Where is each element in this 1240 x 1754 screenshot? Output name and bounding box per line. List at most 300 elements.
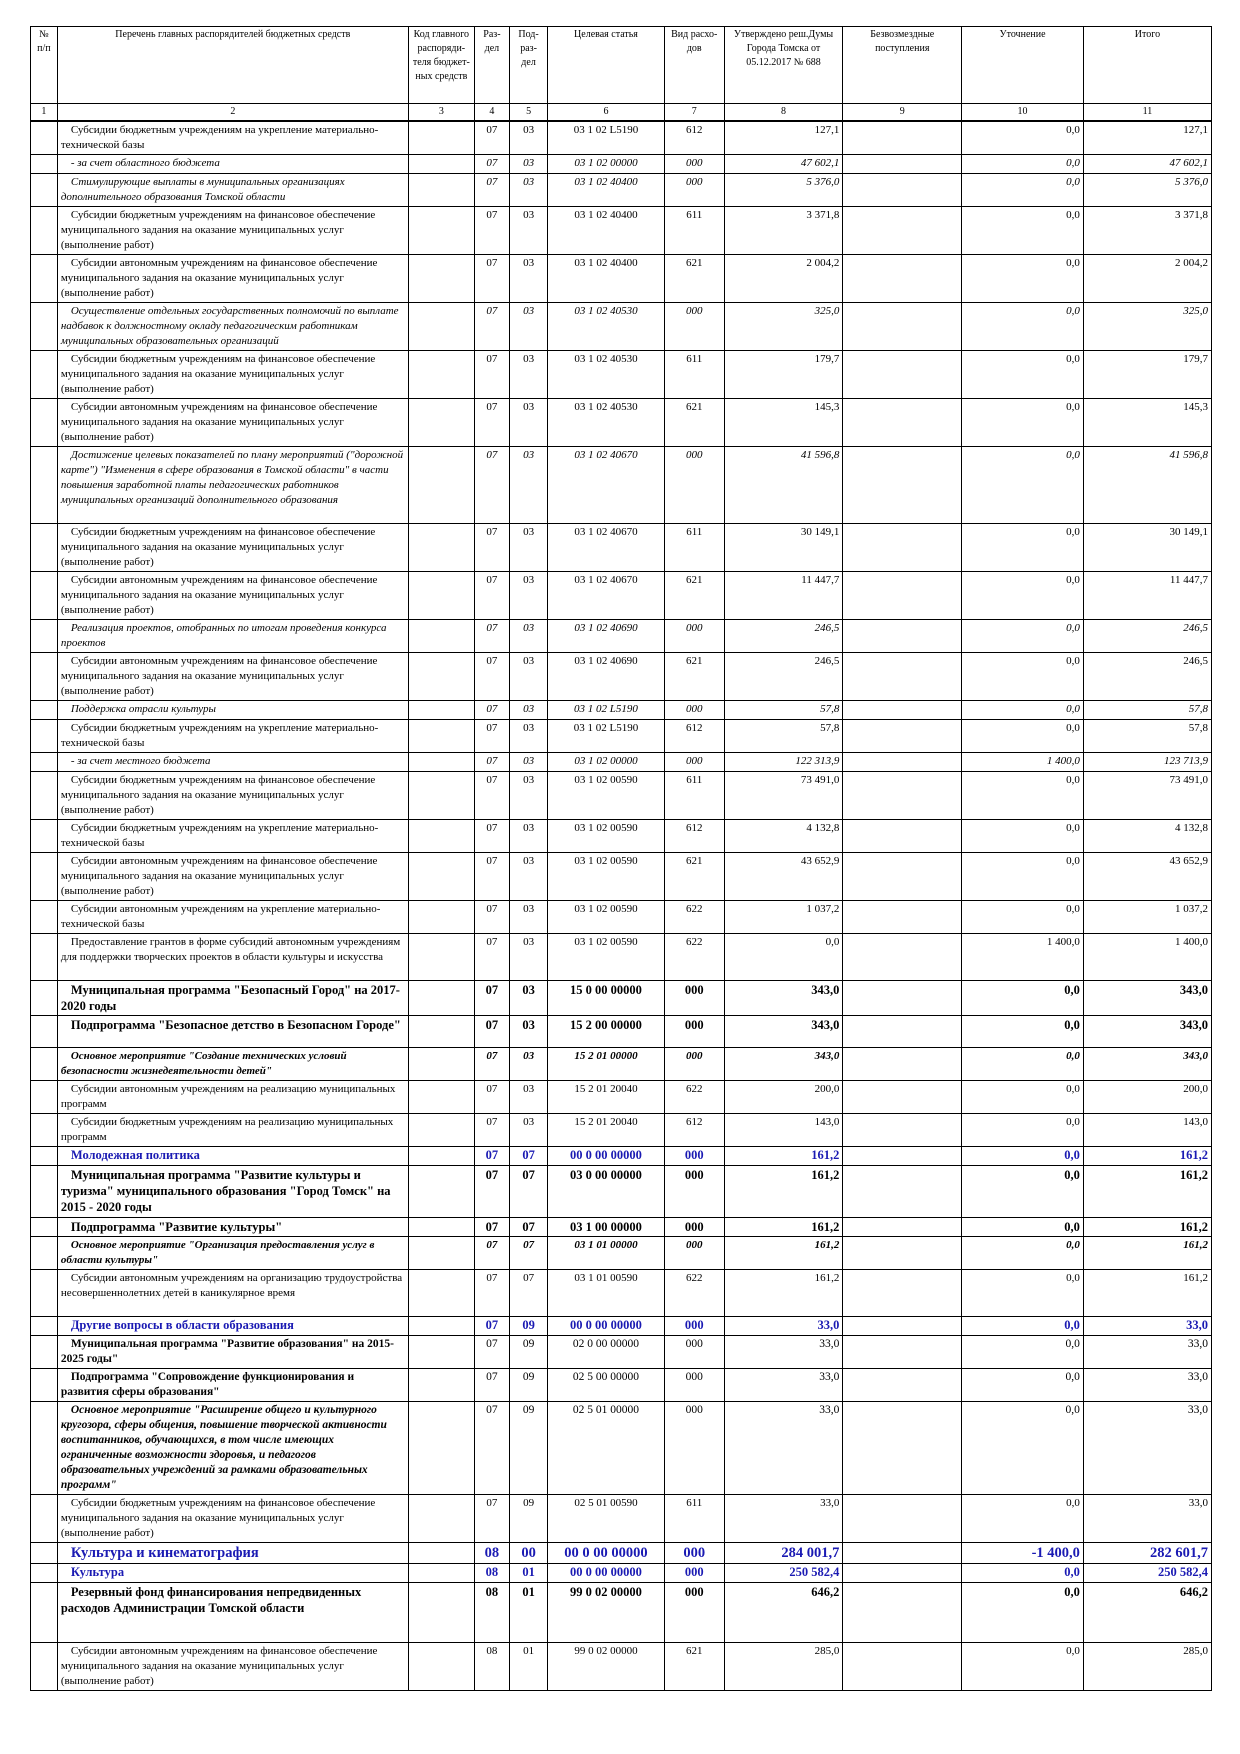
row-free-receipts-cell [843, 1317, 962, 1336]
row-free-receipts-cell [843, 1495, 962, 1543]
row-free-receipts-cell [843, 1336, 962, 1369]
row-adjustment-cell: 0,0 [962, 572, 1084, 620]
row-subsection-cell: 03 [509, 1114, 547, 1147]
row-total-cell: 285,0 [1083, 1643, 1211, 1691]
row-subsection-cell: 09 [509, 1402, 547, 1495]
row-number-cell [31, 155, 58, 174]
table-row [31, 820, 1212, 853]
row-section-cell: 07 [474, 1166, 509, 1218]
row-subsection-cell: 03 [509, 174, 547, 207]
row-target-article-cell: 03 1 02 40690 [548, 620, 665, 653]
row-total-cell: 250 582,4 [1083, 1564, 1211, 1583]
row-free-receipts-cell [843, 174, 962, 207]
row-section-cell: 07 [474, 772, 509, 820]
row-total-cell: 143,0 [1083, 1114, 1211, 1147]
row-free-receipts-cell [843, 1147, 962, 1166]
table-row [31, 303, 1212, 351]
row-free-receipts-cell [843, 820, 962, 853]
row-number-cell [31, 447, 58, 524]
row-target-article-cell: 03 1 02 00590 [548, 853, 665, 901]
row-free-receipts-cell [843, 1564, 962, 1583]
row-total-cell: 343,0 [1083, 1048, 1211, 1081]
row-target-article-cell: 00 0 00 00000 [548, 1543, 665, 1564]
row-adjustment-cell: 1 400,0 [962, 753, 1084, 772]
row-target-article-cell: 03 1 02 00590 [548, 772, 665, 820]
row-expense-type-cell: 000 [664, 155, 724, 174]
row-section-cell: 07 [474, 174, 509, 207]
row-approved-cell: 57,8 [724, 701, 843, 720]
row-section-cell: 07 [474, 524, 509, 572]
row-code-cell [408, 1270, 474, 1317]
row-name-cell: Культура [57, 1564, 408, 1583]
row-total-cell: 646,2 [1083, 1583, 1211, 1643]
row-subsection-cell: 09 [509, 1317, 547, 1336]
table-row [31, 701, 1212, 720]
row-code-cell [408, 772, 474, 820]
row-subsection-cell: 03 [509, 303, 547, 351]
row-name-cell: Субсидии бюджетным учреждениям на укрепление материально-технической базы [57, 820, 408, 853]
row-name-cell: Субсидии автономным учреждениям на финансовое обеспечение муниципального задания на оказание муниципальных услуг (выполнение работ) [57, 853, 408, 901]
row-number-cell [31, 934, 58, 981]
row-expense-type-cell: 000 [664, 981, 724, 1016]
row-number-cell [31, 1402, 58, 1495]
colnum: 3 [408, 104, 474, 122]
row-name-cell: Подпрограмма "Безопасное детство в Безопасном Городе" [57, 1016, 408, 1048]
row-total-cell: 57,8 [1083, 701, 1211, 720]
row-number-cell [31, 1114, 58, 1147]
row-section-cell: 07 [474, 572, 509, 620]
row-free-receipts-cell [843, 351, 962, 399]
row-section-cell: 08 [474, 1643, 509, 1691]
row-number-cell [31, 207, 58, 255]
row-subsection-cell: 03 [509, 620, 547, 653]
table-row [31, 447, 1212, 524]
row-section-cell: 07 [474, 1218, 509, 1237]
row-expense-type-cell: 622 [664, 1270, 724, 1317]
row-approved-cell: 33,0 [724, 1402, 843, 1495]
row-adjustment-cell: 0,0 [962, 155, 1084, 174]
row-name-cell: Субсидии автономным учреждениям на финансовое обеспечение муниципального задания на оказание муниципальных услуг (выполнение работ) [57, 1643, 408, 1691]
row-name-cell: Субсидии автономным учреждениям на финансовое обеспечение муниципального задания на оказание муниципальных услуг (выполнение работ) [57, 399, 408, 447]
row-total-cell: 200,0 [1083, 1081, 1211, 1114]
row-free-receipts-cell [843, 399, 962, 447]
row-expense-type-cell: 000 [664, 1166, 724, 1218]
row-section-cell: 08 [474, 1564, 509, 1583]
table-row [31, 853, 1212, 901]
row-target-article-cell: 15 2 01 20040 [548, 1114, 665, 1147]
row-name-cell: Основное мероприятие "Создание технических условий безопасности жизнедеятельности детей" [57, 1048, 408, 1081]
row-code-cell [408, 303, 474, 351]
row-expense-type-cell: 611 [664, 351, 724, 399]
row-target-article-cell: 99 0 02 00000 [548, 1643, 665, 1691]
header-total: Итого [1083, 27, 1211, 104]
row-total-cell: 179,7 [1083, 351, 1211, 399]
row-free-receipts-cell [843, 701, 962, 720]
table-row [31, 121, 1212, 155]
row-name-cell: Осуществление отдельных государственных полномочий по выплате надбавок к должностному окладу педагогическим работникам муниципальных образовательных организаций [57, 303, 408, 351]
row-expense-type-cell: 612 [664, 1114, 724, 1147]
row-approved-cell: 43 652,9 [724, 853, 843, 901]
row-free-receipts-cell [843, 1166, 962, 1218]
row-number-cell [31, 1270, 58, 1317]
table-row [31, 1114, 1212, 1147]
row-total-cell: 33,0 [1083, 1369, 1211, 1402]
row-total-cell: 246,5 [1083, 653, 1211, 701]
table-row [31, 1048, 1212, 1081]
row-approved-cell: 179,7 [724, 351, 843, 399]
row-total-cell: 33,0 [1083, 1317, 1211, 1336]
row-section-cell: 07 [474, 653, 509, 701]
row-adjustment-cell: 0,0 [962, 1583, 1084, 1643]
row-approved-cell: 47 602,1 [724, 155, 843, 174]
row-free-receipts-cell [843, 255, 962, 303]
row-free-receipts-cell [843, 853, 962, 901]
row-subsection-cell: 03 [509, 753, 547, 772]
row-approved-cell: 33,0 [724, 1317, 843, 1336]
row-code-cell [408, 572, 474, 620]
row-number-cell [31, 1218, 58, 1237]
header-section: Раз-дел [474, 27, 509, 104]
row-free-receipts-cell [843, 1402, 962, 1495]
row-name-cell: Подпрограмма "Сопровождение функционирования и развития сферы образования" [57, 1369, 408, 1402]
row-subsection-cell: 03 [509, 820, 547, 853]
row-code-cell [408, 1114, 474, 1147]
row-total-cell: 33,0 [1083, 1402, 1211, 1495]
row-adjustment-cell: 0,0 [962, 720, 1084, 753]
row-target-article-cell: 03 1 02 L5190 [548, 701, 665, 720]
row-name-cell: Стимулирующие выплаты в муниципальных организациях дополнительного образования Томской области [57, 174, 408, 207]
row-name-cell: Основное мероприятие "Расширение общего и культурного кругозора, сферы общения, повышение творческой активности воспитанников, обучающихся, в том числе имеющих ограниченные возможности здоровья, и педагогов образовательных учреждений за рамками образовательных программ" [57, 1402, 408, 1495]
row-subsection-cell: 01 [509, 1564, 547, 1583]
row-total-cell: 43 652,9 [1083, 853, 1211, 901]
row-name-cell: Субсидии бюджетным учреждениям на укрепление материально-технической базы [57, 720, 408, 753]
row-name-cell: Подпрограмма "Развитие культуры" [57, 1218, 408, 1237]
row-number-cell [31, 1495, 58, 1543]
table-row [31, 753, 1212, 772]
row-free-receipts-cell [843, 121, 962, 155]
colnum: 5 [509, 104, 547, 122]
row-number-cell [31, 701, 58, 720]
row-total-cell: 161,2 [1083, 1147, 1211, 1166]
row-expense-type-cell: 000 [664, 1237, 724, 1270]
row-adjustment-cell: 0,0 [962, 1147, 1084, 1166]
row-code-cell [408, 1317, 474, 1336]
row-approved-cell: 5 376,0 [724, 174, 843, 207]
row-adjustment-cell: 0,0 [962, 1218, 1084, 1237]
row-number-cell [31, 121, 58, 155]
table-row [31, 399, 1212, 447]
row-target-article-cell: 15 2 01 00000 [548, 1048, 665, 1081]
row-approved-cell: 246,5 [724, 653, 843, 701]
row-expense-type-cell: 000 [664, 620, 724, 653]
row-subsection-cell: 07 [509, 1147, 547, 1166]
row-number-cell [31, 1048, 58, 1081]
row-number-cell [31, 572, 58, 620]
row-adjustment-cell: 0,0 [962, 399, 1084, 447]
row-adjustment-cell: 0,0 [962, 524, 1084, 572]
table-row [31, 1317, 1212, 1336]
row-approved-cell: 646,2 [724, 1583, 843, 1643]
table-row [31, 351, 1212, 399]
table-body [31, 121, 1212, 1691]
row-expense-type-cell: 000 [664, 1147, 724, 1166]
row-adjustment-cell: -1 400,0 [962, 1543, 1084, 1564]
row-section-cell: 07 [474, 155, 509, 174]
row-target-article-cell: 03 1 02 L5190 [548, 720, 665, 753]
row-approved-cell: 4 132,8 [724, 820, 843, 853]
row-name-cell: - за счет местного бюджета [57, 753, 408, 772]
row-code-cell [408, 155, 474, 174]
row-total-cell: 33,0 [1083, 1336, 1211, 1369]
row-approved-cell: 30 149,1 [724, 524, 843, 572]
row-approved-cell: 161,2 [724, 1237, 843, 1270]
colnum: 4 [474, 104, 509, 122]
table-row [31, 934, 1212, 981]
row-expense-type-cell: 622 [664, 934, 724, 981]
table-row [31, 620, 1212, 653]
row-expense-type-cell: 621 [664, 853, 724, 901]
row-approved-cell: 161,2 [724, 1218, 843, 1237]
row-section-cell: 07 [474, 351, 509, 399]
row-total-cell: 161,2 [1083, 1237, 1211, 1270]
row-expense-type-cell: 621 [664, 1643, 724, 1691]
row-section-cell: 07 [474, 1317, 509, 1336]
table-row [31, 155, 1212, 174]
row-total-cell: 161,2 [1083, 1270, 1211, 1317]
row-expense-type-cell: 611 [664, 1495, 724, 1543]
row-approved-cell: 343,0 [724, 1048, 843, 1081]
header-code: Код главного распоряди-теля бюджет-ных средств [408, 27, 474, 104]
row-expense-type-cell: 621 [664, 653, 724, 701]
row-expense-type-cell: 000 [664, 1048, 724, 1081]
row-free-receipts-cell [843, 1583, 962, 1643]
row-adjustment-cell: 0,0 [962, 447, 1084, 524]
row-approved-cell: 161,2 [724, 1166, 843, 1218]
row-subsection-cell: 03 [509, 207, 547, 255]
row-name-cell: Субсидии бюджетным учреждениям на укрепление материально-технической базы [57, 121, 408, 155]
row-subsection-cell: 07 [509, 1237, 547, 1270]
header-approved: Утверждено реш.Думы Города Томска от 05.12.2017 № 688 [724, 27, 843, 104]
row-number-cell [31, 1583, 58, 1643]
row-name-cell: Субсидии бюджетным учреждениям на финансовое обеспечение муниципального задания на оказание муниципальных услуг (выполнение работ) [57, 1495, 408, 1543]
row-code-cell [408, 1543, 474, 1564]
header-target-article: Целевая статья [548, 27, 665, 104]
row-expense-type-cell: 000 [664, 1543, 724, 1564]
row-subsection-cell: 03 [509, 572, 547, 620]
row-approved-cell: 343,0 [724, 1016, 843, 1048]
row-code-cell [408, 174, 474, 207]
row-target-article-cell: 03 1 02 00590 [548, 901, 665, 934]
row-target-article-cell: 03 1 02 40670 [548, 572, 665, 620]
row-adjustment-cell: 0,0 [962, 207, 1084, 255]
row-section-cell: 07 [474, 820, 509, 853]
row-expense-type-cell: 611 [664, 524, 724, 572]
row-free-receipts-cell [843, 155, 962, 174]
row-approved-cell: 41 596,8 [724, 447, 843, 524]
row-free-receipts-cell [843, 1543, 962, 1564]
row-number-cell [31, 772, 58, 820]
table-row [31, 1643, 1212, 1691]
row-total-cell: 2 004,2 [1083, 255, 1211, 303]
row-target-article-cell: 03 1 02 40400 [548, 174, 665, 207]
row-subsection-cell: 03 [509, 981, 547, 1016]
row-number-cell [31, 524, 58, 572]
table-header [31, 27, 1212, 122]
row-expense-type-cell: 611 [664, 207, 724, 255]
row-section-cell: 07 [474, 255, 509, 303]
row-adjustment-cell: 0,0 [962, 1048, 1084, 1081]
row-target-article-cell: 00 0 00 00000 [548, 1147, 665, 1166]
row-expense-type-cell: 000 [664, 701, 724, 720]
row-section-cell: 07 [474, 399, 509, 447]
row-target-article-cell: 02 5 00 00000 [548, 1369, 665, 1402]
row-free-receipts-cell [843, 772, 962, 820]
row-target-article-cell: 03 1 02 40530 [548, 399, 665, 447]
row-code-cell [408, 207, 474, 255]
row-section-cell: 07 [474, 853, 509, 901]
row-subsection-cell: 03 [509, 255, 547, 303]
table-row [31, 1166, 1212, 1218]
row-number-cell [31, 1166, 58, 1218]
table-row [31, 1218, 1212, 1237]
row-adjustment-cell: 0,0 [962, 1336, 1084, 1369]
row-free-receipts-cell [843, 1048, 962, 1081]
row-subsection-cell: 01 [509, 1583, 547, 1643]
row-section-cell: 07 [474, 720, 509, 753]
table-row [31, 1543, 1212, 1564]
row-subsection-cell: 03 [509, 701, 547, 720]
row-target-article-cell: 03 1 02 L5190 [548, 121, 665, 155]
row-code-cell [408, 1237, 474, 1270]
row-number-cell [31, 303, 58, 351]
row-expense-type-cell: 612 [664, 720, 724, 753]
row-free-receipts-cell [843, 620, 962, 653]
row-section-cell: 08 [474, 1543, 509, 1564]
row-expense-type-cell: 000 [664, 1336, 724, 1369]
row-free-receipts-cell [843, 207, 962, 255]
table-row [31, 1016, 1212, 1048]
row-adjustment-cell: 0,0 [962, 901, 1084, 934]
row-expense-type-cell: 000 [664, 303, 724, 351]
row-name-cell: Основное мероприятие "Организация предоставления услуг в области культуры" [57, 1237, 408, 1270]
row-code-cell [408, 1048, 474, 1081]
row-adjustment-cell: 0,0 [962, 1081, 1084, 1114]
row-section-cell: 08 [474, 1583, 509, 1643]
row-target-article-cell: 02 0 00 00000 [548, 1336, 665, 1369]
row-approved-cell: 127,1 [724, 121, 843, 155]
row-number-cell [31, 1369, 58, 1402]
row-subsection-cell: 03 [509, 901, 547, 934]
row-section-cell: 07 [474, 701, 509, 720]
row-code-cell [408, 1166, 474, 1218]
row-adjustment-cell: 0,0 [962, 772, 1084, 820]
row-name-cell: Субсидии автономным учреждениям на финансовое обеспечение муниципального задания на оказание муниципальных услуг (выполнение работ) [57, 653, 408, 701]
row-subsection-cell: 03 [509, 853, 547, 901]
row-approved-cell: 2 004,2 [724, 255, 843, 303]
row-total-cell: 5 376,0 [1083, 174, 1211, 207]
table-row [31, 174, 1212, 207]
row-total-cell: 282 601,7 [1083, 1543, 1211, 1564]
row-expense-type-cell: 000 [664, 753, 724, 772]
row-approved-cell: 57,8 [724, 720, 843, 753]
row-expense-type-cell: 000 [664, 447, 724, 524]
row-approved-cell: 246,5 [724, 620, 843, 653]
row-expense-type-cell: 000 [664, 1317, 724, 1336]
row-section-cell: 07 [474, 121, 509, 155]
row-code-cell [408, 1643, 474, 1691]
row-code-cell [408, 1081, 474, 1114]
row-section-cell: 07 [474, 1402, 509, 1495]
row-expense-type-cell: 621 [664, 572, 724, 620]
row-approved-cell: 33,0 [724, 1369, 843, 1402]
row-free-receipts-cell [843, 572, 962, 620]
row-total-cell: 33,0 [1083, 1495, 1211, 1543]
row-number-cell [31, 653, 58, 701]
row-target-article-cell: 03 1 02 40690 [548, 653, 665, 701]
row-approved-cell: 143,0 [724, 1114, 843, 1147]
row-code-cell [408, 720, 474, 753]
row-expense-type-cell: 612 [664, 820, 724, 853]
row-target-article-cell: 03 1 02 00590 [548, 820, 665, 853]
colnum: 9 [843, 104, 962, 122]
row-code-cell [408, 351, 474, 399]
header-expense-type: Вид расхо-дов [664, 27, 724, 104]
row-adjustment-cell: 0,0 [962, 121, 1084, 155]
row-code-cell [408, 653, 474, 701]
row-name-cell: Субсидии бюджетным учреждениям на финансовое обеспечение муниципального задания на оказание муниципальных услуг (выполнение работ) [57, 772, 408, 820]
row-expense-type-cell: 611 [664, 772, 724, 820]
row-number-cell [31, 981, 58, 1016]
table-row [31, 1564, 1212, 1583]
row-expense-type-cell: 612 [664, 121, 724, 155]
row-code-cell [408, 1495, 474, 1543]
row-name-cell: Резервный фонд финансирования непредвиденных расходов Администрации Томской области [57, 1583, 408, 1643]
row-target-article-cell: 03 1 02 40530 [548, 303, 665, 351]
row-total-cell: 161,2 [1083, 1218, 1211, 1237]
row-number-cell [31, 255, 58, 303]
row-adjustment-cell: 0,0 [962, 1016, 1084, 1048]
row-total-cell: 161,2 [1083, 1166, 1211, 1218]
row-target-article-cell: 03 1 00 00000 [548, 1218, 665, 1237]
header-num: № п/п [31, 27, 58, 104]
row-adjustment-cell: 0,0 [962, 1369, 1084, 1402]
row-expense-type-cell: 000 [664, 1218, 724, 1237]
row-approved-cell: 343,0 [724, 981, 843, 1016]
row-subsection-cell: 07 [509, 1270, 547, 1317]
row-expense-type-cell: 000 [664, 1564, 724, 1583]
row-section-cell: 07 [474, 1114, 509, 1147]
row-total-cell: 1 400,0 [1083, 934, 1211, 981]
row-code-cell [408, 524, 474, 572]
row-adjustment-cell: 0,0 [962, 1564, 1084, 1583]
row-free-receipts-cell [843, 653, 962, 701]
row-subsection-cell: 01 [509, 1643, 547, 1691]
row-expense-type-cell: 000 [664, 1583, 724, 1643]
table-row [31, 901, 1212, 934]
row-approved-cell: 285,0 [724, 1643, 843, 1691]
row-name-cell: Субсидии автономным учреждениям на укрепление материально-технической базы [57, 901, 408, 934]
row-code-cell [408, 981, 474, 1016]
budget-table [30, 26, 1212, 1691]
row-target-article-cell: 03 1 02 40400 [548, 255, 665, 303]
row-adjustment-cell: 0,0 [962, 1114, 1084, 1147]
row-name-cell: Субсидии бюджетным учреждениям на финансовое обеспечение муниципального задания на оказание муниципальных услуг (выполнение работ) [57, 524, 408, 572]
row-free-receipts-cell [843, 447, 962, 524]
row-expense-type-cell: 621 [664, 399, 724, 447]
row-adjustment-cell: 0,0 [962, 255, 1084, 303]
row-number-cell [31, 1237, 58, 1270]
row-free-receipts-cell [843, 1643, 962, 1691]
